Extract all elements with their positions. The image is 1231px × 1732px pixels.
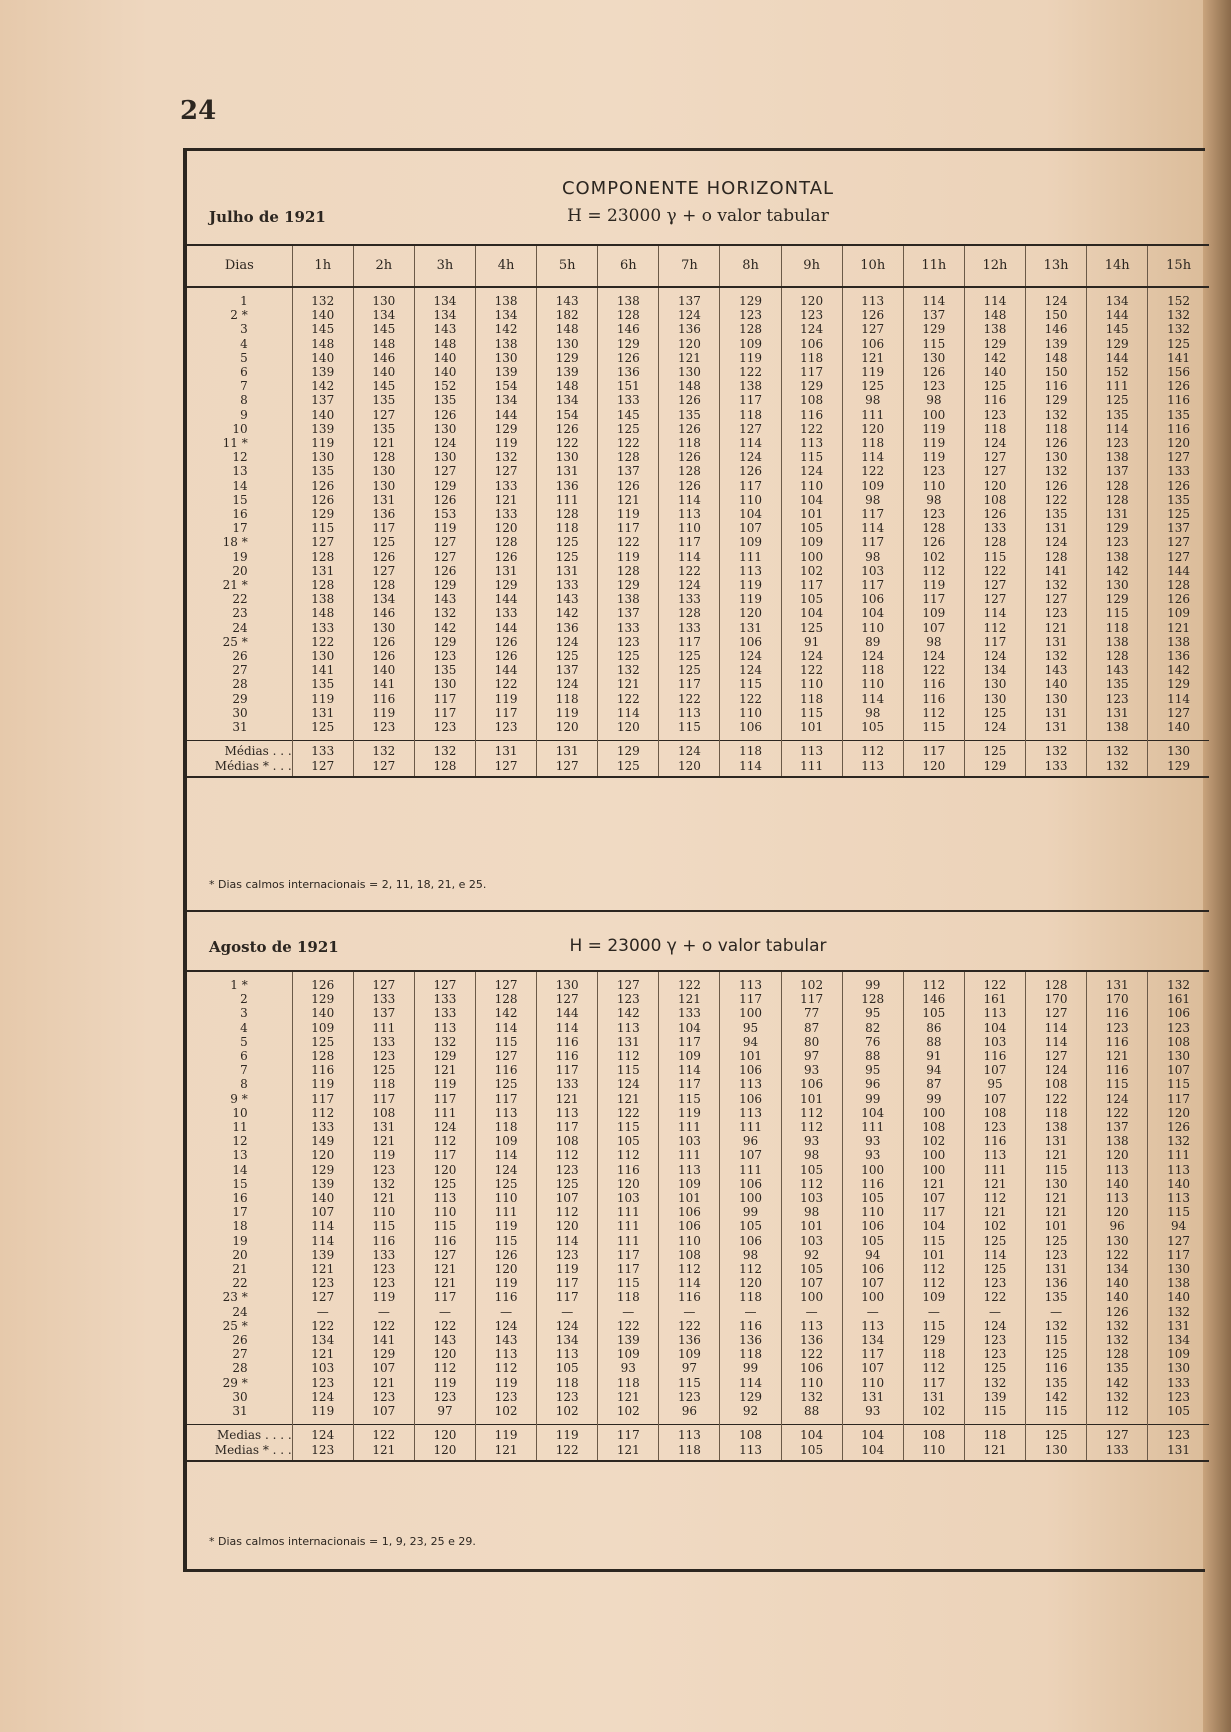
julho-average-cell: 118 114 — [720, 741, 781, 777]
agosto-hour-column: 127 128 142 114 115 127 116 125 117 113 118 109 114 124 125 110 111 119 115 126 120 119 116 — 124 143 113 112 119 123 102 — [476, 971, 537, 1425]
agosto-hour-column: 130 127 144 114 116 116 117 133 121 113 117 108 112 123 125 107 112 120 114 123 119 117 117 — 124 134 113 105 118 123 102 — [537, 971, 598, 1425]
hour-header-4: 4h — [476, 245, 537, 287]
agosto-day-labels: 1 * 2 3 4 5 6 7 8 9 * 10 11 12 13 14 15 16 17 18 19 20 21 22 23 * 24 25 * 26 27 28 29 * 30 31 — [222, 978, 248, 1419]
julho-hour-column: 132 140 145 148 140 139 142 137 140 139 119 130 135 126 126 129 115 127 128 131 128 138 148 133 122 130 141 135 119 131 125 — [292, 287, 353, 741]
agosto-average-cell: 108 113 — [720, 1425, 781, 1461]
julho-formula: H = 23000 γ + o valor tabular — [567, 206, 829, 226]
julho-hour-column: 114 137 129 115 130 126 123 98 100 119 119 119 123 110 98 123 128 126 102 112 119 117 109 107 98 124 122 116 116 112 115 — [903, 287, 964, 741]
julho-average-cell: 131 127 — [537, 741, 598, 777]
agosto-formula: H = 23000 γ + o valor tabular — [569, 936, 827, 956]
julho-average-cell: 132 128 — [414, 741, 475, 777]
julho-hour-column: 130 134 145 148 146 140 145 135 127 135 121 128 130 130 131 136 117 125 126 127 128 134 146 130 126 126 140 141 116 119 123 — [353, 287, 414, 741]
agosto-average-cell: 125 130 — [1026, 1425, 1087, 1461]
agosto-hour-column: 122 161 113 104 103 116 107 95 107 108 123 116 113 111 121 112 121 102 125 114 125 123 122 — 124 123 123 125 132 139 115 — [964, 971, 1025, 1425]
julho-average-cell: 132 132 — [1087, 741, 1148, 777]
julho-hour-column: 124 150 146 139 148 150 116 129 132 118 126 130 132 126 122 135 131 124 128 141 132 127 123 121 131 132 143 140 130 131 131 — [1026, 287, 1087, 741]
hour-header-3: 3h — [414, 245, 475, 287]
julho-month-label: Julho de 1921 — [209, 208, 326, 226]
julho-average-labels: Médias . . . Médias * . . . — [187, 741, 292, 777]
agosto-hour-column: 131 170 116 123 116 121 116 115 124 122 137 138 120 113 140 113 120 96 130 122 134 140 140 126 132 132 128 135 142 132 112 — [1087, 971, 1148, 1425]
julho-header-row — [187, 245, 1209, 287]
julho-average-cell: 130 129 — [1148, 741, 1209, 777]
agosto-average-labels: Medias . . . . Medias * . . . — [187, 1425, 292, 1461]
agosto-average-cell: 118 121 — [964, 1425, 1025, 1461]
hour-header-11: 11h — [903, 245, 964, 287]
julho-day-labels: 1 2 * 3 4 5 6 7 8 9 10 11 * 12 13 14 15 16 17 18 * 19 20 21 * 22 23 24 25 * 26 27 28 29 30 31 — [222, 294, 248, 735]
julho-average-cell: 125 129 — [964, 741, 1025, 777]
julho-hour-column: 138 128 146 129 126 136 151 133 145 125 122 128 137 126 121 119 117 122 119 128 129 138 137 133 123 125 132 121 122 114 120 — [598, 287, 659, 741]
page-number: 24 — [180, 96, 217, 126]
agosto-month-label: Agosto de 1921 — [209, 938, 339, 956]
hour-header-13: 13h — [1026, 245, 1087, 287]
julho-hour-column: 138 134 142 138 130 139 154 134 144 129 119 132 127 133 121 133 120 128 126 131 129 144 133 144 126 126 144 122 119 117 123 — [476, 287, 537, 741]
agosto-average-cell: 123 131 — [1148, 1425, 1209, 1461]
hour-header-9: 9h — [781, 245, 842, 287]
agosto-hour-column: 127 133 133 113 132 129 121 119 117 111 124 112 117 120 125 113 110 115 116 127 121 121 117 — 122 143 120 112 119 123 97 — [414, 971, 475, 1425]
julho-average-cell: 124 120 — [659, 741, 720, 777]
agosto-hour-column: 122 121 133 104 117 109 114 117 115 119 111 103 111 113 109 101 106 106 110 108 112 114 116 — 122 136 109 97 115 123 96 — [659, 971, 720, 1425]
julho-hour-column: 137 124 136 120 121 130 148 126 135 126 118 126 128 126 114 113 110 117 114 122 124 133 128 133 117 125 125 117 122 113 115 — [659, 287, 720, 741]
julho-average-cell: 117 120 — [903, 741, 964, 777]
hour-header-12: 12h — [964, 245, 1025, 287]
agosto-average-cell: 119 121 — [476, 1425, 537, 1461]
julho-hour-column: 143 182 148 130 129 139 148 134 154 126 122 130 131 136 111 128 118 125 125 131 133 143 142 136 124 125 137 124 118 119 120 — [537, 287, 598, 741]
julho-table — [187, 244, 1209, 778]
julho-average-cell: 131 127 — [476, 741, 537, 777]
hour-header-1: 1h — [292, 245, 353, 287]
agosto-hour-column: 127 123 142 113 131 112 115 124 121 122 115 105 112 116 120 103 111 111 111 117 117 115 118 — 122 139 109 93 118 121 102 — [598, 971, 659, 1425]
agosto-hour-column: 102 117 77 87 80 97 93 106 101 112 112 93 98 105 112 103 98 101 103 92 105 107 100 — 113 136 122 106 110 132 88 — [781, 971, 842, 1425]
hour-header-10: 10h — [842, 245, 903, 287]
julho-average-cell: 129 125 — [598, 741, 659, 777]
agosto-average-cell: 108 110 — [903, 1425, 964, 1461]
julho-hour-column: 152 132 132 125 141 156 126 116 135 116 120 127 133 126 135 125 137 127 127 144 128 126 109 121 138 136 142 129 114 127 140 — [1148, 287, 1209, 741]
section-title: COMPONENTE HORIZONTAL — [561, 178, 835, 199]
agosto-hour-column: 127 133 137 111 133 123 125 118 117 108 131 121 119 123 132 121 110 115 116 133 123 123 119 — 122 141 129 107 121 123 107 — [353, 971, 414, 1425]
agosto-average-cell: 104 105 — [781, 1425, 842, 1461]
agosto-body-row — [187, 971, 1209, 1425]
agosto-averages-row — [187, 1425, 1209, 1461]
agosto-average-cell: 127 133 — [1087, 1425, 1148, 1461]
julho-hour-column: 134 144 145 129 144 152 111 125 135 114 123 138 137 128 128 131 129 123 138 142 130 129 115 118 138 128 143 135 123 131 138 — [1087, 287, 1148, 741]
julho-body-row — [187, 287, 1209, 741]
agosto-average-cell: 122 121 — [353, 1425, 414, 1461]
section-divider — [187, 910, 1209, 912]
agosto-hour-column: 112 146 105 86 88 91 94 87 99 100 108 102 100 100 121 107 117 104 115 101 112 112 109 — 115 129 118 112 117 131 102 — [903, 971, 964, 1425]
agosto-hour-column: 113 117 100 95 94 101 106 113 106 113 111 96 107 111 106 100 99 105 106 98 112 120 118 — 116 136 118 99 114 129 92 — [720, 971, 781, 1425]
days-header: Dias — [187, 245, 292, 287]
agosto-hour-column: 128 170 127 114 114 127 124 108 122 118 138 131 121 115 130 121 121 101 125 123 131 136 135 — 132 115 125 116 135 142 115 — [1026, 971, 1087, 1425]
agosto-hour-column: 132 161 106 123 108 130 107 115 117 120 126 132 111 113 140 113 115 94 127 117 130 138 140 132 131 134 109 130 133 123 105 — [1148, 971, 1209, 1425]
hour-header-14: 14h — [1087, 245, 1148, 287]
agosto-average-cell: 120 120 — [414, 1425, 475, 1461]
julho-hour-column: 113 126 127 106 121 119 125 98 111 120 118 114 122 109 98 117 114 117 98 103 117 106 104 110 89 124 118 110 114 98 105 — [842, 287, 903, 741]
julho-hour-column: 134 134 143 148 140 140 152 135 126 130 124 130 127 129 126 153 119 127 127 126 129 143 132 142 129 123 135 130 117 117 123 — [414, 287, 475, 741]
agosto-average-cell: 117 121 — [598, 1425, 659, 1461]
agosto-footnote: * Dias calmos internacionais = 1, 9, 23, 25 e 29. — [209, 1535, 476, 1548]
hour-header-2: 2h — [353, 245, 414, 287]
tables-frame — [183, 150, 1209, 1572]
agosto-hour-column: 126 129 140 109 125 128 116 119 117 112 133 149 120 129 139 140 107 114 114 139 121 123 127 — 122 134 121 103 123 124 119 — [292, 971, 353, 1425]
julho-averages-row — [187, 741, 1209, 777]
julho-hour-column: 120 123 124 106 118 117 129 108 116 122 113 115 124 110 104 101 105 109 100 102 117 105 104 125 91 124 122 110 118 115 101 — [781, 287, 842, 741]
julho-average-cell: 132 127 — [353, 741, 414, 777]
agosto-average-cell: 104 104 — [842, 1425, 903, 1461]
agosto-hour-column: 99 128 95 82 76 88 95 96 99 104 111 93 93 100 116 105 110 106 105 94 106 107 100 — 113 134 117 107 110 131 93 — [842, 971, 903, 1425]
hour-header-8: 8h — [720, 245, 781, 287]
julho-footnote: * Dias calmos internacionais = 2, 11, 18, 21, e 25. — [209, 878, 487, 891]
agosto-average-cell: 124 123 — [292, 1425, 353, 1461]
julho-hour-column: 114 148 138 129 142 140 125 116 123 118 124 127 127 120 108 126 133 128 115 122 127 127 114 112 117 124 134 130 130 125 124 — [964, 287, 1025, 741]
julho-average-cell: 112 113 — [842, 741, 903, 777]
julho-average-cell: 133 127 — [292, 741, 353, 777]
hour-header-5: 5h — [537, 245, 598, 287]
hour-header-15: 15h — [1148, 245, 1209, 287]
agosto-average-cell: 119 122 — [537, 1425, 598, 1461]
julho-average-cell: 132 133 — [1026, 741, 1087, 777]
hour-header-7: 7h — [659, 245, 720, 287]
julho-hour-column: 129 123 128 109 119 122 138 117 118 127 114 124 126 117 110 104 107 109 111 113 119 119 120 131 106 124 124 115 122 110 106 — [720, 287, 781, 741]
agosto-average-cell: 113 118 — [659, 1425, 720, 1461]
agosto-table — [187, 970, 1209, 1462]
julho-average-cell: 113 111 — [781, 741, 842, 777]
hour-header-6: 6h — [598, 245, 659, 287]
